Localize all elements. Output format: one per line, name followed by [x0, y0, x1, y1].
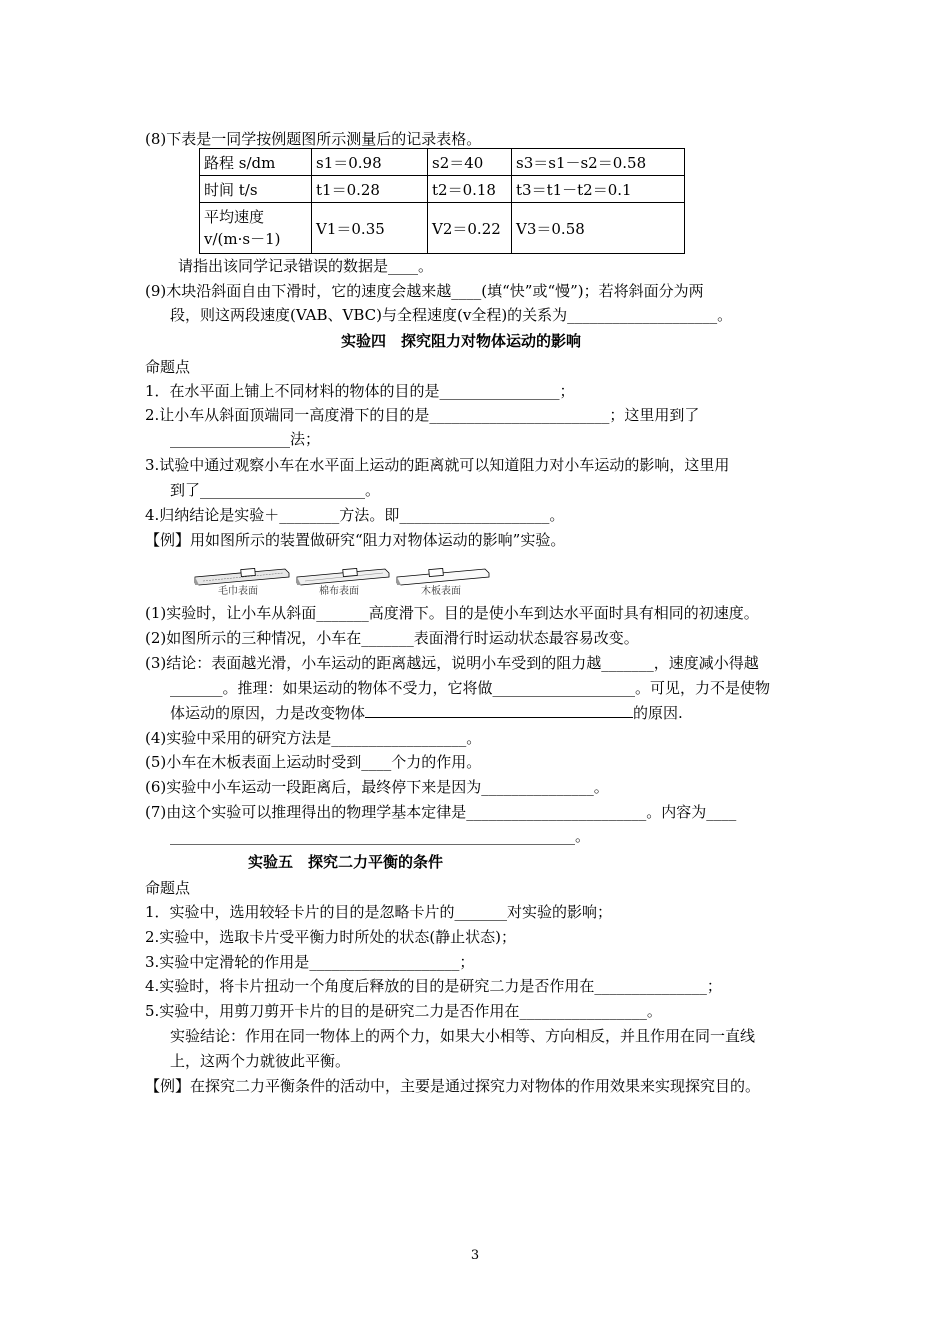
exp5-p3: 3.实验中定滑轮的作用是____________________； [145, 953, 475, 971]
exp4-p3a: 3.试验中通过观察小车在水平面上运动的距离就可以知道阻力对小车运动的影响，这里用 [145, 456, 730, 474]
exp4-e2: (2)如图所示的三种情况，小车在_______表面滑行时运动状态最容易改变。 [145, 629, 639, 647]
exp4-p4: 4.归纳结论是实验＋________方法。即____________________。 [145, 506, 565, 524]
exp4-e1: (1)实验时，让小车从斜面_______高度滑下。目的是使小车到达水平面时具有相同的初速度。 [145, 604, 759, 622]
table-row [200, 176, 685, 203]
exp4-e5: (5)小车在木板表面上运动时受到____个力的作用。 [145, 753, 482, 771]
table-cell: t1＝0.28 [312, 176, 428, 203]
fig-label-board: 木板表面 [421, 586, 461, 597]
exp4-e7a: (7)由这个实验可以推理得出的物理学基本定律是________________________。内容为____ [145, 803, 737, 821]
exp4-example: 【例】用如图所示的装置做研究“阻力对物体运动的影响”实验。 [145, 531, 566, 549]
table-cell: t3＝t1－t2＝0.1 [512, 176, 685, 203]
exp5-p5: 5.实验中，用剪刀剪开卡片的目的是研究二力是否作用在_________________。 [145, 1002, 662, 1020]
exp5-conclusion-a: 实验结论：作用在同一物体上的两个力，如果大小相等、方向相反，并且作用在同一直线 [170, 1027, 756, 1045]
fig-label-cotton: 棉布表面 [319, 586, 359, 597]
table-cell: 平均速度 v/(m·s－1) [200, 203, 312, 254]
exp4-e7b: ______________________________________________________。 [170, 827, 591, 845]
table-cell: 路程 s/dm [200, 149, 312, 176]
answer-blank [365, 703, 633, 718]
exp5-p1: 1．实验中，选用较轻卡片的目的是忽略卡片的_______对实验的影响； [145, 903, 613, 921]
exp5-p4: 4.实验时，将卡片扭动一个角度后释放的目的是研究二力是否作用在_______________； [145, 977, 722, 995]
table-cell: s3＝s1－s2＝0.58 [512, 149, 685, 176]
table-cell: 时间 t/s [200, 176, 312, 203]
table-cell: V3＝0.58 [512, 203, 685, 254]
exp4-e4: (4)实验中采用的研究方法是__________________。 [145, 729, 482, 747]
board-surface-setup [397, 568, 489, 597]
q8-intro: (8)下表是一同学按例题图所示测量后的记录表格。 [145, 130, 482, 148]
q8-ask: 请指出该同学记录错误的数据是____。 [178, 257, 434, 275]
exp4-p2a: 2.让小车从斜面顶端同一高度滑下的目的是________________________；这里用到了 [145, 406, 700, 424]
exp5-p2: 2.实验中，选取卡片受平衡力时所处的状态(静止状态)； [145, 928, 517, 946]
table-cell: s1＝0.98 [312, 149, 428, 176]
table-row [200, 149, 685, 176]
exp4-e6: (6)实验中小车运动一段距离后，最终停下来是因为_______________。 [145, 778, 609, 796]
exp5-title: 实验五 探究二力平衡的条件 [248, 853, 444, 871]
exp4-e3b: _______。推理：如果运动的物体不受力，它将做___________________。可见，力不是使物 [170, 679, 771, 697]
q9-line2: 段，则这两段速度(VAB、VBC)与全程速度(v全程)的关系为____________________。 [170, 306, 733, 324]
record-table [199, 148, 685, 254]
exp4-title: 实验四 探究阻力对物体运动的影响 [341, 332, 582, 350]
exp5-conclusion-b: 上，这两个力就彼此平衡。 [170, 1052, 351, 1070]
q9-line1: (9)木块沿斜面自由下滑时，它的速度会越来越____(填“快”或“慢”)；若将斜面分为两 [145, 282, 704, 300]
exp4-p3b: 到了______________________。 [170, 481, 381, 499]
table-row [200, 203, 685, 254]
exp4-points-label: 命题点 [145, 358, 191, 376]
exp5-points-label: 命题点 [145, 879, 191, 897]
table-cell: V2＝0.22 [428, 203, 512, 254]
page-number: 3 [470, 1248, 480, 1263]
table-cell: t2＝0.18 [428, 176, 512, 203]
cotton-surface-setup [297, 568, 389, 597]
table-cell: V1＝0.35 [312, 203, 428, 254]
towel-surface-setup [195, 568, 289, 597]
exp4-e3c-text2: 的原因. [633, 704, 683, 722]
exp4-e3c [170, 702, 683, 724]
inclined-plane-figure [193, 557, 493, 597]
fig-label-towel: 毛巾表面 [218, 586, 258, 597]
exp4-e3a: (3)结论：表面越光滑，小车运动的距离越远，说明小车受到的阻力越_______，速度减小得越 [145, 654, 759, 672]
exp4-p1: 1．在水平面上铺上不同材料的物体的目的是________________； [145, 382, 575, 400]
table-cell: s2＝40 [428, 149, 512, 176]
exp5-example: 【例】在探究二力平衡条件的活动中，主要是通过探究力对物体的作用效果来实现探究目的。 [145, 1077, 761, 1095]
exp4-e3c-text1: 体运动的原因，力是改变物体 [170, 704, 366, 722]
exp4-p2b: ________________法； [170, 430, 321, 448]
